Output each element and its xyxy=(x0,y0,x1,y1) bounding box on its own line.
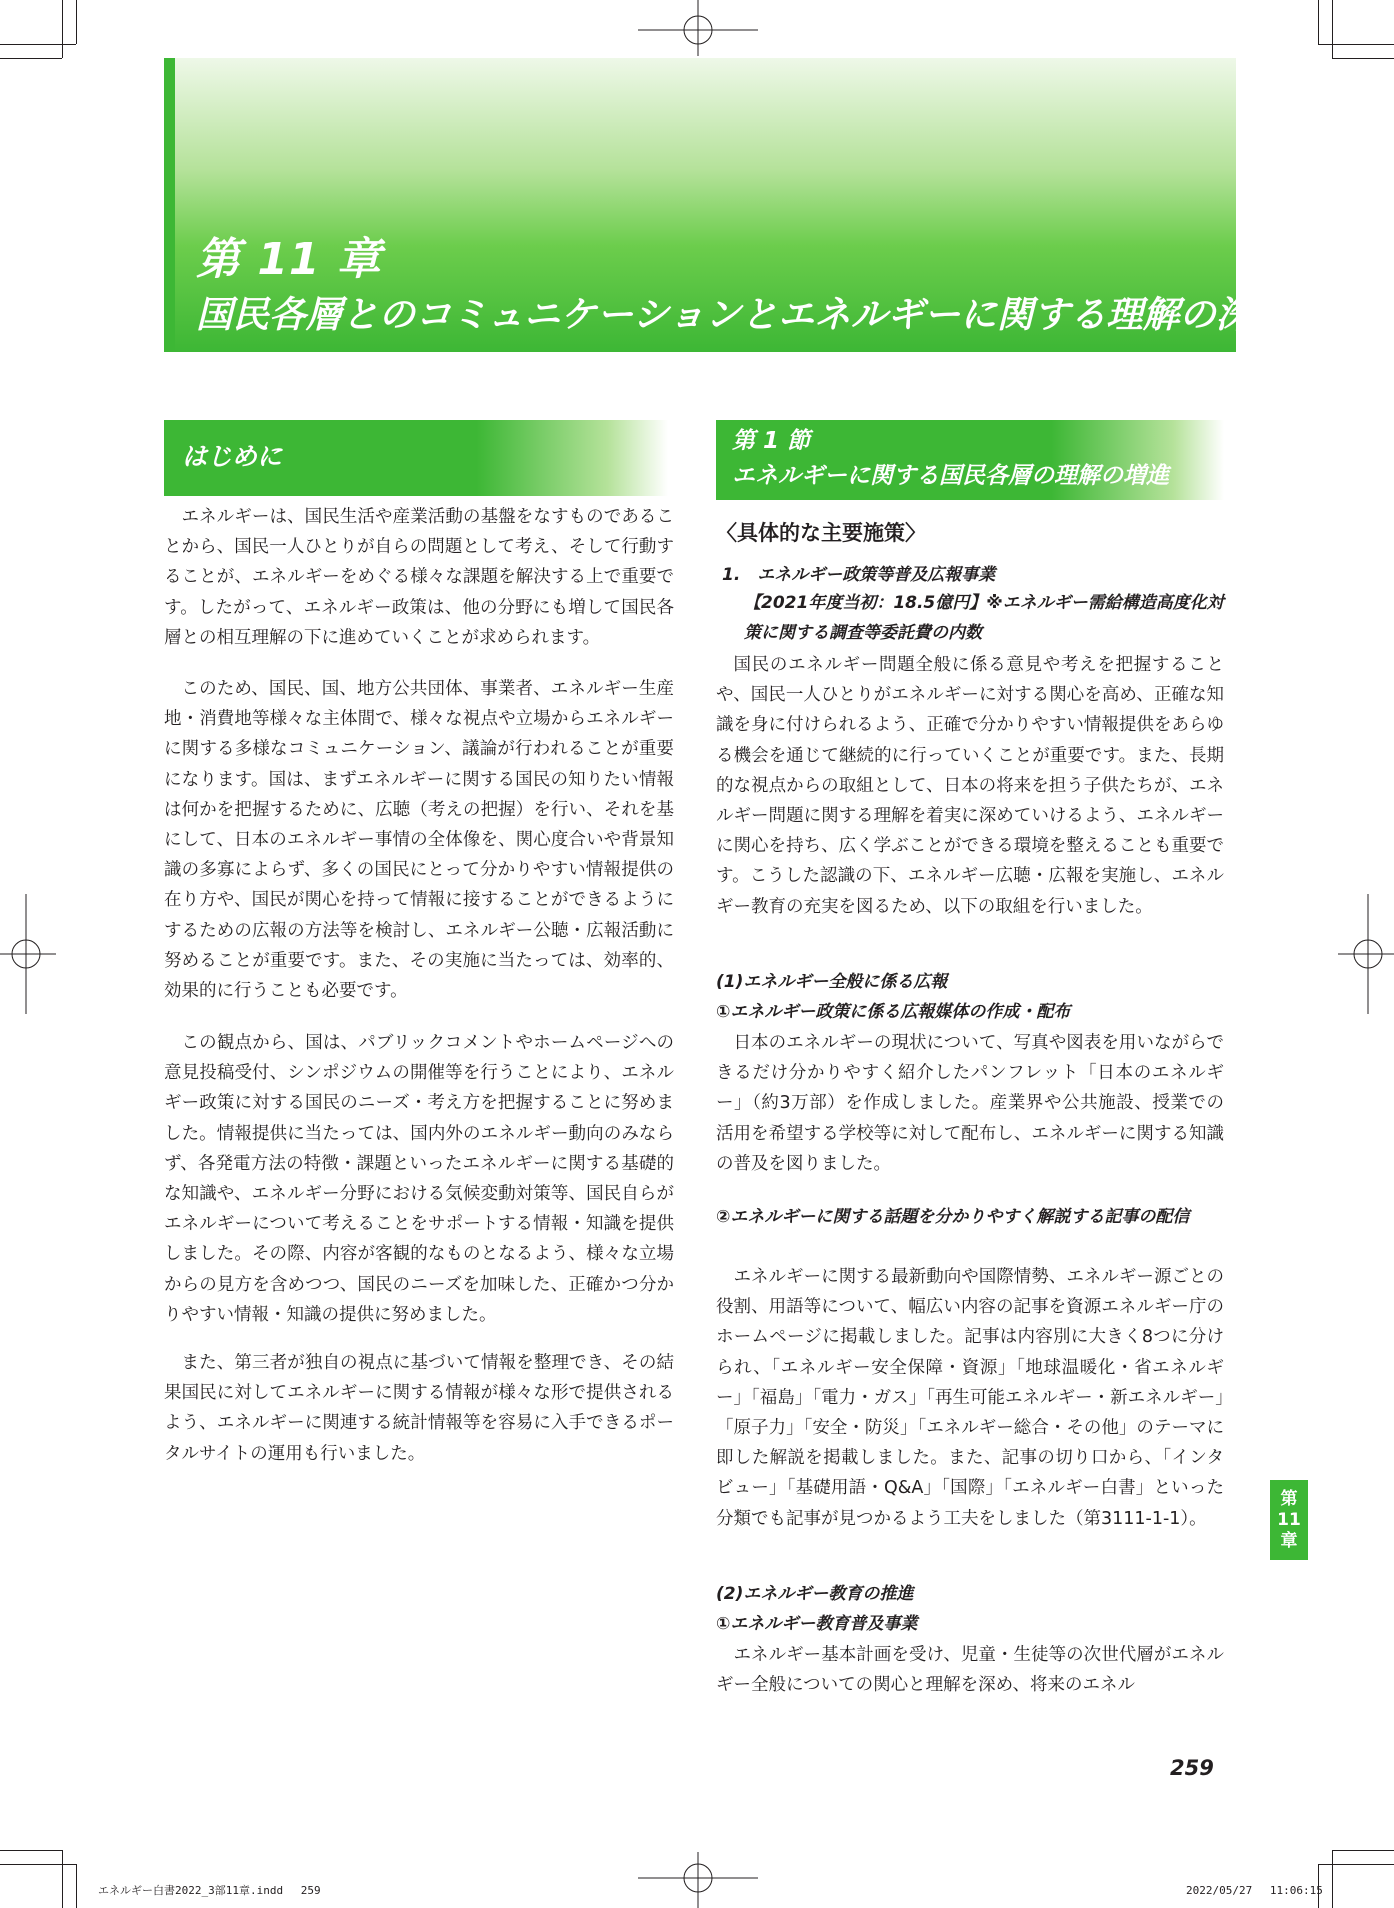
item1-budget: 【2021年度当初：18.5億円】※エネルギー需給構造高度化対策に関する調査等委託費の内数 xyxy=(744,593,1224,643)
section-label: 第 1 節 xyxy=(732,428,811,454)
intro-paragraph-1: エネルギーは、国民生活や産業活動の基盤をなすものであることから、国民一人ひとりが自らの問題として考え、そして行動することが、エネルギーをめぐる様々な課題を解決する上で重要です。したがって、エネルギー政策は、他の分野にも増して国民各層との相互理解の下に進めていくことが求められます。 xyxy=(164,507,674,648)
slug-timestamp: 2022/05/27 11:06:15 xyxy=(1186,1884,1323,1897)
intro-paragraph-4: また、第三者が独自の視点に基づいて情報を整理でき、その結果国民に対してエネルギーに関する情報が様々な形で提供されるよう、エネルギーに関連する統計情報等を容易に入手できるポータルサイトの運用も行いました。 xyxy=(164,1353,674,1464)
page-number: 259 xyxy=(1170,1756,1214,1780)
side-tab-line3: 章 xyxy=(1280,1530,1298,1551)
side-tab-line1: 第 xyxy=(1280,1488,1298,1509)
sub2-heading: (2)エネルギー教育の推進 xyxy=(716,1584,914,1604)
side-tab-line2: 11 xyxy=(1277,1509,1301,1530)
intro-paragraph-3: この観点から、国は、パブリックコメントやホームページへの意見投稿受付、シンポジウムの開催等を行うことにより、エネルギー政策に対する国民のニーズ・考え方を把握することに努めました。情報提供に当たっては、国内外のエネルギー動向のみならず、各発電方法の特徴・課題といったエネルギーに関する基礎的な知識や、エネルギー分野における気候変動対策等、国民自らがエネルギーについて考えることをサポートする情報・知識を提供しました。その際、内容が客観的なものとなるよう、様々な立場からの見方を含めつつ、国民のニーズを加味した、正確かつ分かりやすい情報・知識の提供に努めました。 xyxy=(164,1033,674,1325)
sub2-item1-heading: ①エネルギー教育普及事業 xyxy=(716,1614,918,1634)
policies-heading: 〈具体的な主要施策〉 xyxy=(716,521,926,545)
registration-mark-left xyxy=(0,894,56,1014)
sub2-item1-body: エネルギー基本計画を受け、児童・生徒等の次世代層がエネルギー全般についての関心と理解を深め、将来のエネル xyxy=(716,1645,1224,1696)
banner-edge xyxy=(164,58,175,352)
slug-file: エネルギー白書2022_3部11章.indd 259 xyxy=(98,1884,321,1897)
chapter-side-tab xyxy=(1270,1480,1308,1560)
item1-body: 国民のエネルギー問題全般に係る意見や考えを把握することや、国民一人ひとりがエネルギーに対する関心を高め、正確な知識を身に付けられるよう、正確で分かりやすい情報提供をあらゆる機会を通じて継続的に行っていくことが重要です。また、長期的な視点からの取組として、日本の将来を担う子供たちが、エネルギー問題に関する理解を着実に深めていけるよう、エネルギーに関心を持ち、広く学ぶことができる環境を整えることも重要です。こうした認識の下、エネルギー広聴・広報を実施し、エネルギー教育の充実を図るため、以下の取組を行いました。 xyxy=(716,655,1224,917)
intro-heading: はじめに xyxy=(182,442,283,471)
sub1-item2-body: エネルギーに関する最新動向や国際情勢、エネルギー源ごとの役割、用語等について、幅広い内容の記事を資源エネルギー庁のホームページに掲載しました。記事は内容別に大きく8つに分けられ、「エネルギー安全保障・資源」「地球温暖化・省エネルギー」「福島」「電力・ガス」「再生可能エネルギー・新エネルギー」「原子力」「安全・防災」「エネルギー総合・その他」のテーマに即した解説を掲載しました。また、記事の切り口から、「インタビュー」「基礎用語・Q&A」「国際」「エネルギー白書」といった分類でも記事が見つかるよう工夫をしました（第3111-1-1）。 xyxy=(716,1267,1224,1529)
registration-mark-top xyxy=(638,0,758,56)
registration-mark-right xyxy=(1338,894,1394,1014)
sub1-heading: (1)エネルギー全般に係る広報 xyxy=(716,972,948,992)
intro-paragraph-2: このため、国民、国、地方公共団体、事業者、エネルギー生産地・消費地等様々な主体間で、様々な視点や立場からエネルギーに関する多様なコミュニケーション、議論が行われることが重要になります。国は、まずエネルギーに関する国民の知りたい情報は何かを把握するために、広聴（考えの把握）を行い、それを基にして、日本のエネルギー事情の全体像を、関心度合いや背景知識の多寡によらず、多くの国民にとって分かりやすい情報提供の在り方や、国民が関心を持って情報に接することができるようにするための広報の方法等を検討し、エネルギー公聴・広報活動に努めることが重要です。また、その実施に当たっては、効率的、効果的に行うことも必要です。 xyxy=(164,679,674,1002)
chapter-number: 第 11 章 xyxy=(196,234,382,285)
registration-mark-bottom xyxy=(638,1852,758,1908)
sub1-item1-heading: ①エネルギー政策に係る広報媒体の作成・配布 xyxy=(716,1002,1071,1022)
section-title: エネルギーに関する国民各層の理解の増進 xyxy=(732,463,1169,489)
item1-title: 1. エネルギー政策等普及広報事業 xyxy=(722,565,996,585)
sub1-item2-heading: ②エネルギーに関する話題を分かりやすく解説する記事の配信 xyxy=(716,1207,1190,1227)
sub1-item1-body: 日本のエネルギーの現状について、写真や図表を用いながらできるだけ分かりやすく紹介したパンフレット「日本のエネルギー」（約3万部）を作成しました。産業界や公共施設、授業での活用を希望する学校等に対して配布し、エネルギーに関する知識の普及を図りました。 xyxy=(716,1033,1224,1174)
chapter-title: 国民各層とのコミュニケーションとエネルギーに関する理解の深化 xyxy=(196,293,1289,336)
